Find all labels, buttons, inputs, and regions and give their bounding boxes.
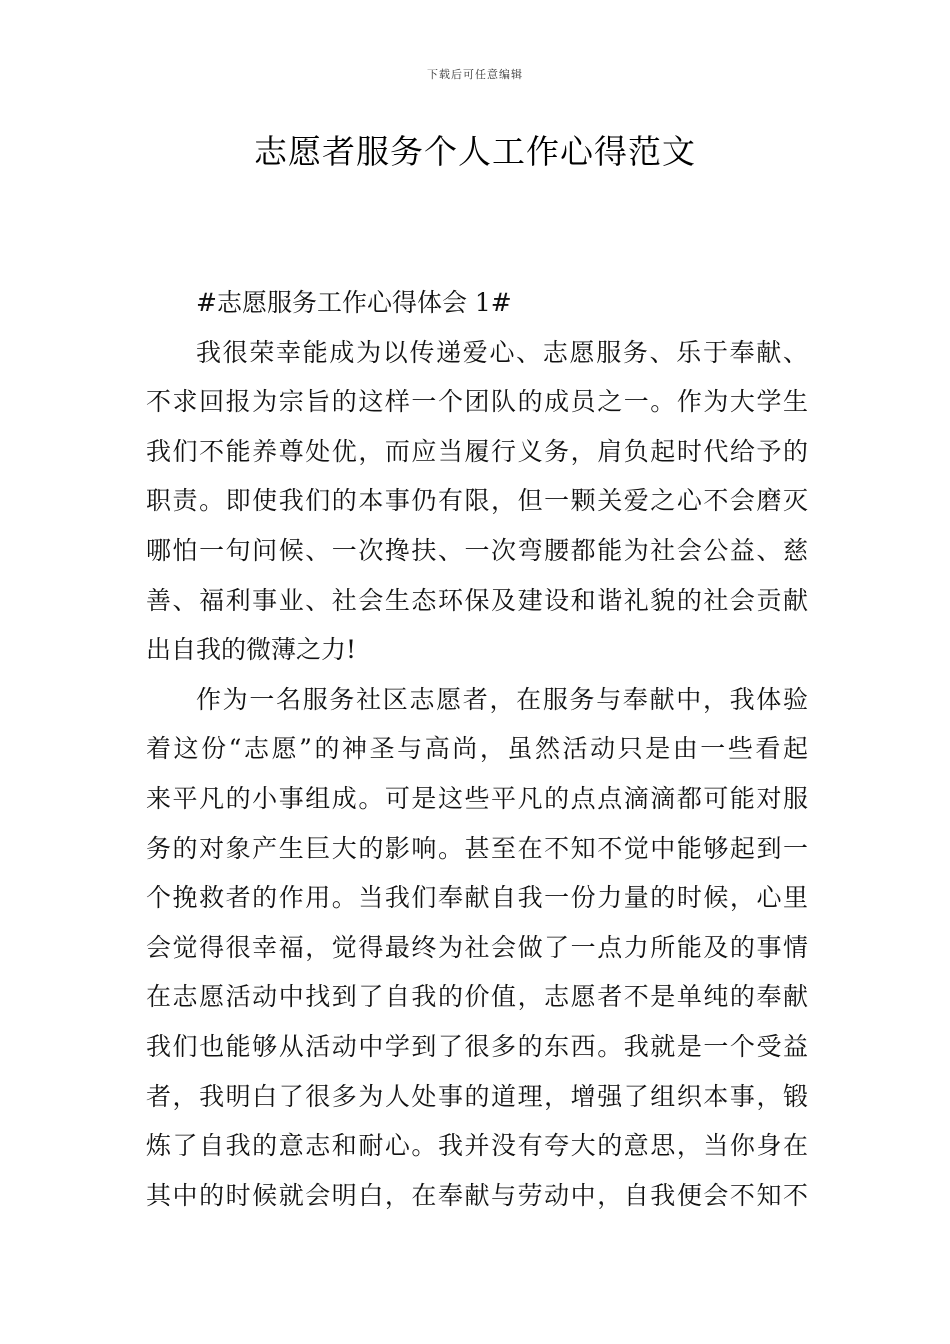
text-line: 务的对象产生巨大的影响。甚至在不知不觉中能够起到一 bbox=[146, 833, 808, 863]
text-line: 炼了自我的意志和耐心。我并没有夸大的意思，当你身在 bbox=[146, 1131, 808, 1161]
text-line: 作为一名服务社区志愿者，在服务与奉献中，我体验 bbox=[196, 684, 808, 714]
text-line: 哪怕一句问候、一次搀扶、一次弯腰都能为社会公益、慈 bbox=[146, 535, 808, 565]
document-body bbox=[146, 278, 808, 1220]
text-line: 出自我的微薄之力! bbox=[146, 635, 357, 665]
text-line: 其中的时候就会明白，在奉献与劳动中，自我便会不知不 bbox=[146, 1180, 808, 1210]
page-title: 志愿者服务个人工作心得范文 bbox=[254, 132, 696, 171]
text-line: 者，我明白了很多为人处事的道理，增强了组织本事，锻 bbox=[146, 1081, 808, 1111]
text-line: 着这份“志愿”的神圣与高尚，虽然活动只是由一些看起 bbox=[146, 734, 808, 764]
text-line: 在志愿活动中找到了自我的价值，志愿者不是单纯的奉献 bbox=[146, 982, 808, 1012]
text-line: 我很荣幸能成为以传递爱心、志愿服务、乐于奉献、 bbox=[196, 337, 808, 367]
text-line: 来平凡的小事组成。可是这些平凡的点点滴滴都可能对服 bbox=[146, 783, 808, 813]
text-line: 个挽救者的作用。当我们奉献自我一份力量的时候，心里 bbox=[146, 883, 808, 913]
paragraph-1 bbox=[146, 328, 808, 675]
text-line: 我们也能够从活动中学到了很多的东西。我就是一个受益 bbox=[146, 1031, 808, 1061]
section-heading: #志愿服务工作心得体会 1# bbox=[196, 288, 512, 317]
paragraph-2 bbox=[146, 675, 808, 1221]
download-note: 下载后可任意编辑 bbox=[427, 68, 523, 81]
text-line: 不求回报为宗旨的这样一个团队的成员之一。作为大学生 bbox=[146, 387, 808, 417]
text-line: 职责。即使我们的本事仍有限，但一颗关爱之心不会磨灭 bbox=[146, 486, 808, 516]
text-line: 善、福利事业、社会生态环保及建设和谐礼貌的社会贡献 bbox=[146, 585, 808, 615]
text-line: 会觉得很幸福，觉得最终为社会做了一点力所能及的事情 bbox=[146, 932, 808, 962]
text-line: 我们不能养尊处优，而应当履行义务，肩负起时代给予的 bbox=[146, 436, 808, 466]
